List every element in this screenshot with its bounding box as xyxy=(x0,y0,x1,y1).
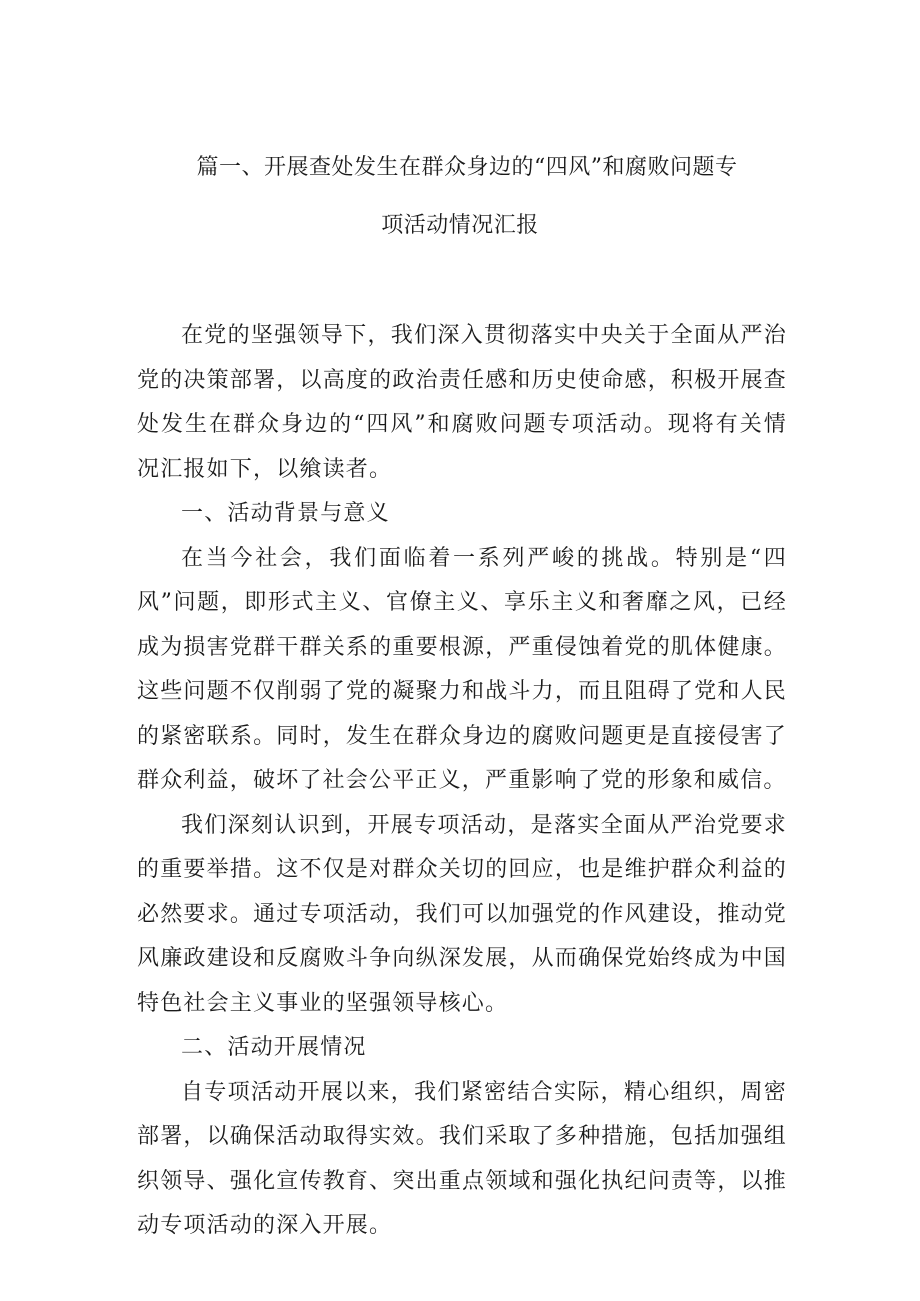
paragraph-significance: 我们深刻认识到，开展专项活动，是落实全面从严治党要求的重要举措。这不仅是对群众关切的回应，也是维护群众利益的必然要求。通过专项活动，我们可以加强党的作风建设，推动党风廉政建设和反腐败斗争向纵深发展，从而确保党始终成为中国特色社会主义事业的坚强领导核心。 xyxy=(137,812,787,1016)
paragraph-intro: 在党的坚强领导下，我们深入贯彻落实中央关于全面从严治党的决策部署，以高度的政治责任感和历史使命感，积极开展查处发生在群众身边的“四风”和腐败问题专项活动。现将有关情况汇报如下，以飨读者。 xyxy=(137,323,787,482)
section-heading-progress: 二、活动开展情况 xyxy=(181,1035,367,1060)
paragraph-background: 在当今社会，我们面临着一系列严峻的挑战。特别是“四风”问题，即形式主义、官僚主义、享乐主义和奢靡之风，已经成为损害党群干群关系的重要根源，严重侵蚀着党的肌体健康。这些问题不仅削弱了党的凝聚力和战斗力，而且阻碍了党和人民的紧密联系。同时，发生在群众身边的腐败问题更是直接侵害了群众利益，破坏了社会公平正义，严重影响了党的形象和威信。 xyxy=(137,545,787,793)
document-title-line-1: 篇一、开展查处发生在群众身边的“四风”和腐败问题专 xyxy=(196,155,738,180)
document-title-line-2: 项活动情况汇报 xyxy=(381,213,539,238)
paragraph-progress: 自专项活动开展以来，我们紧密结合实际，精心组织，周密部署，以确保活动取得实效。我们采取了多种措施，包括加强组织领导、强化宣传教育、突出重点领域和强化执纪问责等，以推动专项活动的深入开展。 xyxy=(137,1079,787,1238)
section-heading-background: 一、活动背景与意义 xyxy=(181,501,390,526)
document-body xyxy=(137,314,787,1249)
